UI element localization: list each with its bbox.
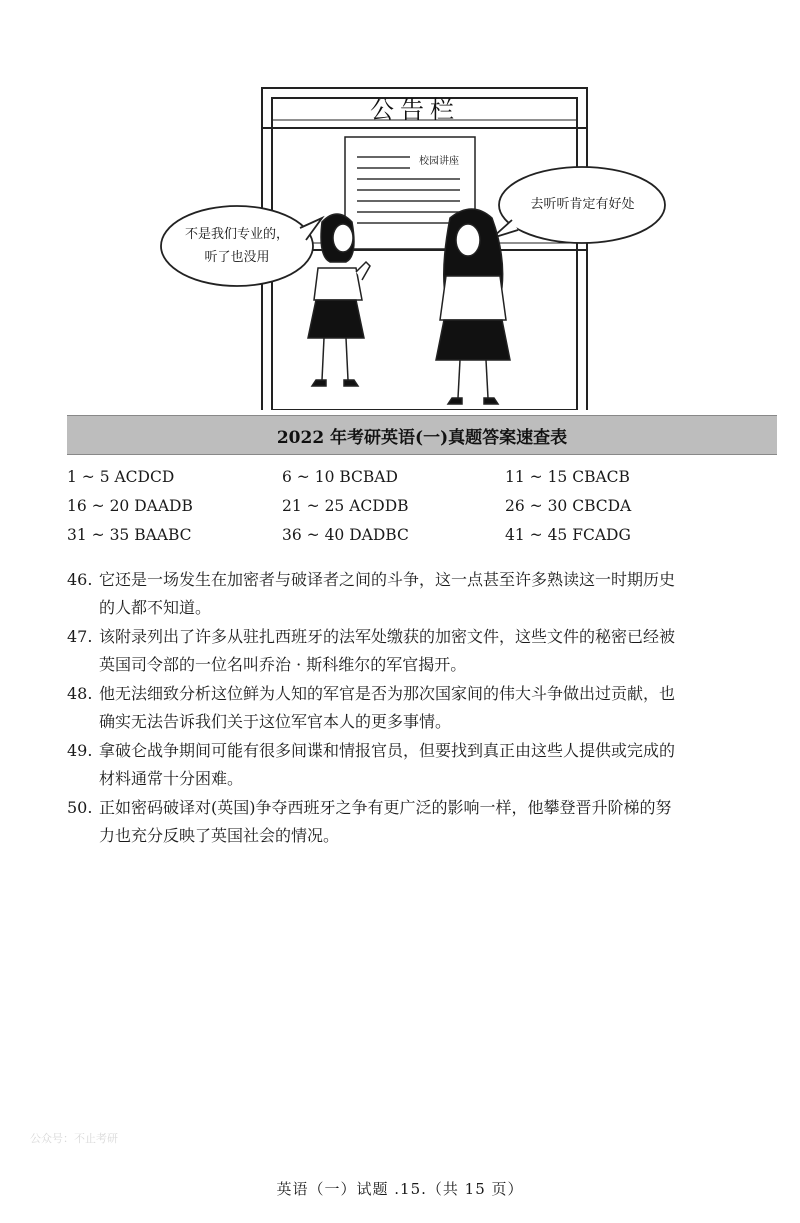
answer-cell: 36 ~ 40 DADBC	[282, 526, 409, 544]
bubble-right-text: 去听听肯定有好处	[530, 197, 635, 212]
bubble-left-text	[167, 223, 307, 269]
answer-cell: 1 ~ 5 ACDCD	[67, 468, 175, 486]
item-number: 49.	[67, 741, 93, 760]
item-line: 材料通常十分困难。	[99, 769, 244, 788]
page-footer: 英语（一）试题 .15.（共 15 页）	[276, 1180, 524, 1198]
bubble-left-line-1: 不是我们专业的，	[184, 227, 289, 242]
item-line: 拿破仑战争期间可能有很多间谍和情报官员，但要找到真正由这些人提供或完成的	[99, 741, 676, 760]
answer-cell: 21 ~ 25 ACDDB	[282, 497, 409, 515]
watermark: 公众号：不止考研	[30, 1132, 118, 1145]
answer-cell: 26 ~ 30 CBCDA	[505, 497, 632, 515]
item-line: 英国司令部的一位名叫乔治 · 斯科维尔的军官揭开。	[99, 655, 467, 674]
item-line: 他无法细致分析这位鲜为人知的军官是否为那次国家间的伟大斗争做出过贡献，也	[99, 684, 676, 703]
answer-cell: 11 ~ 15 CBACB	[505, 468, 630, 486]
item-number: 50.	[67, 798, 93, 817]
answer-table-title: 2022 年考研英语(一)真题答案速查表	[67, 415, 777, 455]
item-line: 它还是一场发生在加密者与破译者之间的斗争，这一点甚至许多熟读这一时期历史	[99, 570, 676, 589]
item-number: 48.	[67, 684, 93, 703]
item-number: 47.	[67, 627, 93, 646]
girl-right-figure	[436, 209, 510, 404]
item-line: 确实无法告诉我们关于这位军官本人的更多事情。	[99, 712, 452, 731]
item-number: 46.	[67, 570, 93, 589]
item-line: 正如密码破译对(英国)争夺西班牙之争有更广泛的影响一样，他攀登晋升阶梯的努	[99, 798, 672, 817]
answer-cell: 16 ~ 20 DAADB	[67, 497, 193, 515]
item-line: 力也充分反映了英国社会的情况。	[99, 826, 340, 845]
item-line: 该附录列出了许多从驻扎西班牙的法军处缴获的加密文件，这些文件的秘密已经被	[99, 627, 676, 646]
item-line: 的人都不知道。	[99, 598, 212, 617]
notice-label: 校园讲座	[419, 156, 459, 167]
answer-cell: 6 ~ 10 BCBAD	[282, 468, 398, 486]
answer-cell: 31 ~ 35 BAABC	[67, 526, 192, 544]
bulletin-board-illustration	[0, 0, 800, 410]
bubble-left-line-2: 听了也没用	[204, 250, 270, 265]
board-title: 公告栏	[370, 96, 460, 124]
answer-cell: 41 ~ 45 FCADG	[505, 526, 631, 544]
